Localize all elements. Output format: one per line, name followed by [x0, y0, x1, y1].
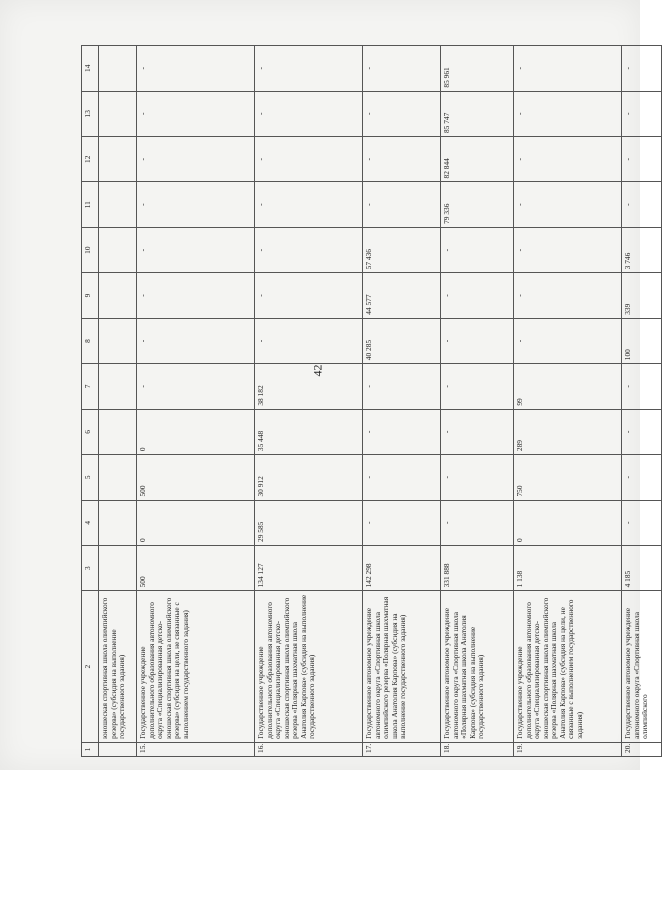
- value-cell: -: [514, 182, 622, 227]
- value-cell: -: [441, 318, 514, 363]
- header-cell: 4: [82, 500, 99, 545]
- value-cell: 1 138: [514, 545, 622, 590]
- value-cell: 35 448: [255, 409, 363, 454]
- header-cell: 13: [82, 91, 99, 136]
- value-cell: -: [514, 273, 622, 318]
- value-cell: 0: [514, 500, 622, 545]
- page-number: 42: [310, 364, 325, 377]
- header-cell: 5: [82, 455, 99, 500]
- value-cell: -: [441, 409, 514, 454]
- row-number: 16.: [255, 742, 363, 756]
- value-cell: -: [255, 91, 363, 136]
- value-cell: [99, 318, 137, 363]
- value-cell: 100: [622, 318, 662, 363]
- header-cell: 11: [82, 182, 99, 227]
- row-number: 19.: [514, 742, 622, 756]
- value-cell: 3 746: [622, 227, 662, 272]
- value-cell: -: [255, 227, 363, 272]
- value-cell: -: [255, 182, 363, 227]
- value-cell: -: [441, 273, 514, 318]
- value-cell: -: [363, 455, 441, 500]
- budget-table: [81, 45, 662, 757]
- value-cell: -: [622, 91, 662, 136]
- institution-name: Государственное учреждение дополнительного образования автономного округа «Специализированная детско-юношеская спортивная школа олимпийского резерва «Полярная шахматная школа Анатолия Карпова» (субсидия на цели, не связанные с выполнением государственного задания): [514, 591, 622, 742]
- value-cell: 57 436: [363, 227, 441, 272]
- value-cell: 85 747: [441, 91, 514, 136]
- value-cell: -: [622, 500, 662, 545]
- value-cell: -: [363, 91, 441, 136]
- header-cell: 2: [82, 591, 99, 742]
- institution-name: Государственное автономное учреждение автономного округа «Спортивная школа «Полярная шахматная школа Анатолия Карпова» (субсидия на выполнение государственного задания): [441, 591, 514, 742]
- value-cell: -: [441, 227, 514, 272]
- value-cell: 500: [137, 455, 255, 500]
- rotated-table-wrapper: [81, 45, 650, 757]
- value-cell: -: [363, 137, 441, 182]
- value-cell: [99, 182, 137, 227]
- table-header-row: [82, 46, 99, 757]
- value-cell: 85 961: [441, 46, 514, 92]
- value-cell: 339: [622, 273, 662, 318]
- row-number: 18.: [441, 742, 514, 756]
- header-cell: 3: [82, 545, 99, 590]
- value-cell: -: [622, 409, 662, 454]
- value-cell: -: [441, 455, 514, 500]
- value-cell: -: [622, 46, 662, 92]
- value-cell: [99, 500, 137, 545]
- header-cell: 12: [82, 137, 99, 182]
- value-cell: 4 185: [622, 545, 662, 590]
- header-cell: 10: [82, 227, 99, 272]
- value-cell: 29 585: [255, 500, 363, 545]
- value-cell: -: [363, 500, 441, 545]
- header-cell: 6: [82, 409, 99, 454]
- institution-name: Государственное учреждение дополнительного образования автономного округа «Специализированная детско-юношеская спортивная школа олимпийского резерва» (субсидия на цели, не связанные с выполнением государственного задания): [137, 591, 255, 742]
- value-cell: -: [363, 182, 441, 227]
- value-cell: 142 298: [363, 545, 441, 590]
- value-cell: -: [514, 91, 622, 136]
- value-cell: [99, 364, 137, 409]
- value-cell: [99, 227, 137, 272]
- table-body: [82, 46, 662, 757]
- value-cell: [99, 137, 137, 182]
- value-cell: 44 577: [363, 273, 441, 318]
- value-cell: 30 912: [255, 455, 363, 500]
- row-number: [99, 742, 137, 756]
- value-cell: -: [255, 318, 363, 363]
- value-cell: -: [514, 46, 622, 92]
- value-cell: 40 285: [363, 318, 441, 363]
- header-cell: 7: [82, 364, 99, 409]
- value-cell: -: [137, 273, 255, 318]
- value-cell: 134 127: [255, 545, 363, 590]
- value-cell: -: [363, 364, 441, 409]
- header-cell: 8: [82, 318, 99, 363]
- value-cell: -: [137, 91, 255, 136]
- value-cell: -: [363, 409, 441, 454]
- value-cell: [99, 545, 137, 590]
- value-cell: -: [255, 137, 363, 182]
- header-cell: 9: [82, 273, 99, 318]
- value-cell: 289: [514, 409, 622, 454]
- value-cell: 331 888: [441, 545, 514, 590]
- institution-name: юношеская спортивная школа олимпийского резерва» (субсидия на выполнение государственного задания): [99, 591, 137, 742]
- value-cell: -: [622, 137, 662, 182]
- value-cell: -: [137, 46, 255, 92]
- value-cell: 750: [514, 455, 622, 500]
- value-cell: -: [514, 137, 622, 182]
- value-cell: -: [137, 364, 255, 409]
- institution-name: Государственное автономное учреждение автономного округа «Спортивная школа олимпийского: [622, 591, 662, 742]
- table-row: [99, 46, 137, 757]
- value-cell: -: [622, 455, 662, 500]
- table-row: [441, 46, 514, 757]
- value-cell: 79 336: [441, 182, 514, 227]
- value-cell: -: [137, 227, 255, 272]
- value-cell: -: [137, 318, 255, 363]
- value-cell: 500: [137, 545, 255, 590]
- row-number: 15.: [137, 742, 255, 756]
- value-cell: -: [137, 137, 255, 182]
- table-row: [363, 46, 441, 757]
- value-cell: -: [441, 364, 514, 409]
- institution-name: Государственное учреждение дополнительного образования автономного округа «Специализированная детско-юношеская спортивная школа олимпийского резерва «Полярная шахматная школа Анатолия Карпова» (субсидия на выполнение государственного задания): [255, 591, 363, 742]
- table-row: [137, 46, 255, 757]
- value-cell: [99, 46, 137, 92]
- value-cell: 0: [137, 409, 255, 454]
- value-cell: 82 844: [441, 137, 514, 182]
- table-row: [622, 46, 662, 757]
- value-cell: 99: [514, 364, 622, 409]
- value-cell: -: [441, 500, 514, 545]
- value-cell: [99, 273, 137, 318]
- row-number: 20.: [622, 742, 662, 756]
- value-cell: -: [622, 182, 662, 227]
- value-cell: [99, 455, 137, 500]
- header-cell: 14: [82, 46, 99, 92]
- value-cell: -: [137, 182, 255, 227]
- value-cell: 38 182: [255, 364, 363, 409]
- row-number: 17.: [363, 742, 441, 756]
- value-cell: -: [622, 364, 662, 409]
- table-row: [514, 46, 622, 757]
- value-cell: -: [514, 318, 622, 363]
- value-cell: -: [514, 227, 622, 272]
- header-cell: 1: [82, 742, 99, 756]
- value-cell: [99, 91, 137, 136]
- value-cell: -: [255, 46, 363, 92]
- value-cell: -: [255, 273, 363, 318]
- table-row: [255, 46, 363, 757]
- institution-name: Государственное автономное учреждение автономного округа «Спортивная школа олимпийского резерва «Полярная шахматная школа Анатолия Карпова» (субсидия на выполнение государственного задания): [363, 591, 441, 742]
- value-cell: [99, 409, 137, 454]
- value-cell: 0: [137, 500, 255, 545]
- value-cell: -: [363, 46, 441, 92]
